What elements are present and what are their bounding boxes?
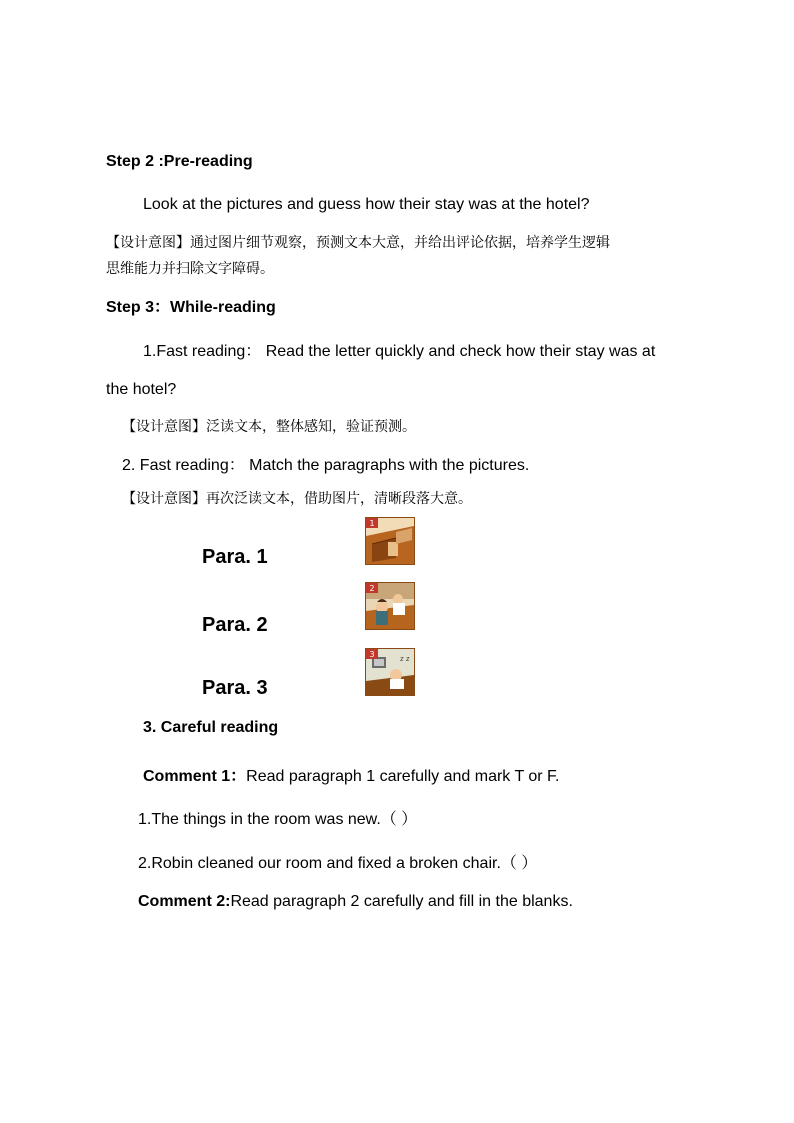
picture-2-number: 2 <box>369 584 375 593</box>
comment1 <box>143 763 560 786</box>
step2-design-intent-cont: 思维能力并扫除文字障碍。 <box>106 261 274 277</box>
step3-heading: Step 3：While-reading <box>106 299 276 316</box>
comment1-label: Comment 1： <box>143 768 247 785</box>
picture-1-number: 1 <box>369 519 375 528</box>
step2-heading: Step 2 :Pre-reading <box>106 153 253 170</box>
svg-text:z z: z z <box>400 655 410 663</box>
comment2 <box>138 893 573 911</box>
step2-design-intent: 【设计意图】通过图片细节观察，预测文本大意，并给出评论依据，培养学生逻辑 <box>106 235 610 251</box>
comment1-text: Read paragraph 1 carefully and mark T or F. <box>246 768 560 785</box>
sleeping-tv-picture <box>365 648 415 696</box>
task1-line2: the hotel? <box>106 381 177 398</box>
picture-3-number: 3 <box>369 650 375 659</box>
para-label-2: Para. 2 <box>202 614 268 636</box>
tf-question-1: 1.The things in the room was new.（ ） <box>138 811 418 828</box>
task3-heading: 3. Careful reading <box>143 719 279 736</box>
task1-line1: 1.Fast reading： Read the letter quickly and check how their stay was at <box>143 343 656 360</box>
para-label-1: Para. 1 <box>202 546 268 568</box>
step2-instruction: Look at the pictures and guess how their stay was at the hotel? <box>143 196 590 213</box>
para-label-3: Para. 3 <box>202 677 268 699</box>
design-intent-2: 【设计意图】再次泛读文本，借助图片，清晰段落大意。 <box>122 491 472 507</box>
comment2-text: Read paragraph 2 carefully and fill in the blanks. <box>230 893 573 910</box>
task2: 2. Fast reading： Match the paragraphs with the pictures. <box>122 457 530 474</box>
bed-people-picture <box>365 582 415 630</box>
comment2-label: Comment 2: <box>138 893 231 910</box>
design-intent-1: 【设计意图】泛读文本，整体感知，验证预测。 <box>122 419 416 435</box>
hotel-room-picture <box>365 517 415 565</box>
tf-question-2: 2.Robin cleaned our room and fixed a broken chair.（ ） <box>138 855 538 872</box>
